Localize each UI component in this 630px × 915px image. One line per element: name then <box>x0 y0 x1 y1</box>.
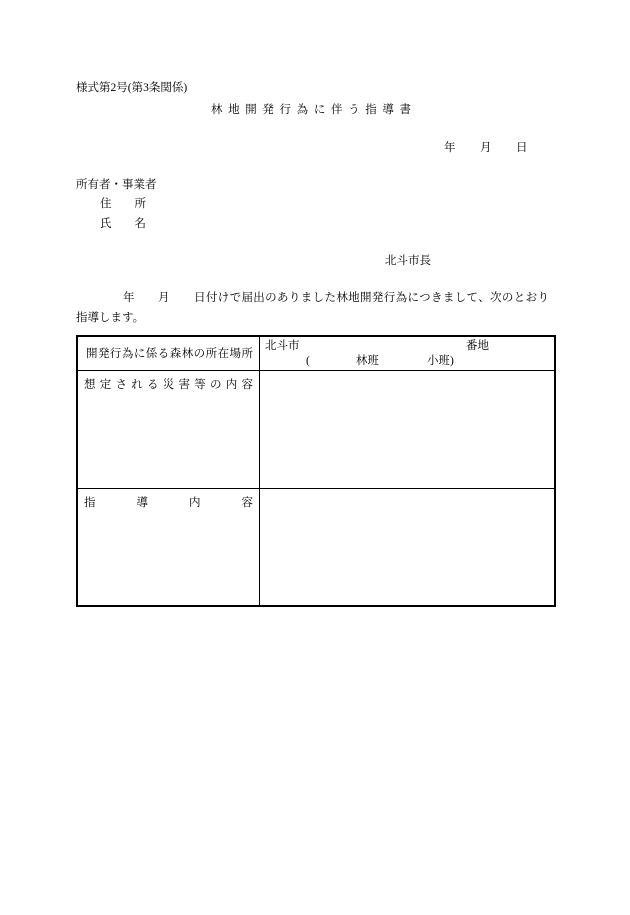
name-label: 氏 名 <box>100 218 146 230</box>
location-label-cell <box>78 337 260 371</box>
addressee-heading: 所有者・事業者 <box>76 179 157 191</box>
guidance-table <box>76 335 556 607</box>
date-month-label: 月 <box>480 142 492 154</box>
body-year-label: 年 <box>123 292 135 304</box>
form-number: 様式第2号(第3条関係) <box>76 82 188 94</box>
guidance-content-cell <box>260 489 554 605</box>
issuer: 北斗市長 <box>385 255 431 267</box>
guidance-label: 指 導 内 容 <box>84 497 253 509</box>
body-line1-text: 日付けで届出のありました林地開発行為につきまして、次のとおり <box>194 292 549 304</box>
location-value-cell <box>260 337 554 371</box>
location-city: 北斗市 <box>265 340 300 352</box>
location-shohan-label: 小班) <box>427 355 454 367</box>
body-line2-text: 指導します。 <box>76 312 145 324</box>
location-label: 開発行為に係る森林の所在場所 <box>86 348 253 360</box>
disaster-content-cell <box>260 371 554 489</box>
date-year-label: 年 <box>444 142 456 154</box>
body-month-label: 月 <box>158 292 170 304</box>
location-banchi-label: 番地 <box>466 340 489 352</box>
location-rinpan-label: 林班 <box>356 355 379 367</box>
document-title: 林 地 開 発 行 為 に 伴 う 指 導 書 <box>211 104 411 116</box>
address-label: 住 所 <box>100 198 146 210</box>
guidance-label-cell <box>78 489 260 605</box>
disaster-label-cell <box>78 371 260 489</box>
date-day-label: 日 <box>516 142 528 154</box>
disaster-label: 想 定 さ れ る 災 害 等 の 内 容 <box>84 379 253 391</box>
location-paren-open: ( <box>306 355 310 367</box>
